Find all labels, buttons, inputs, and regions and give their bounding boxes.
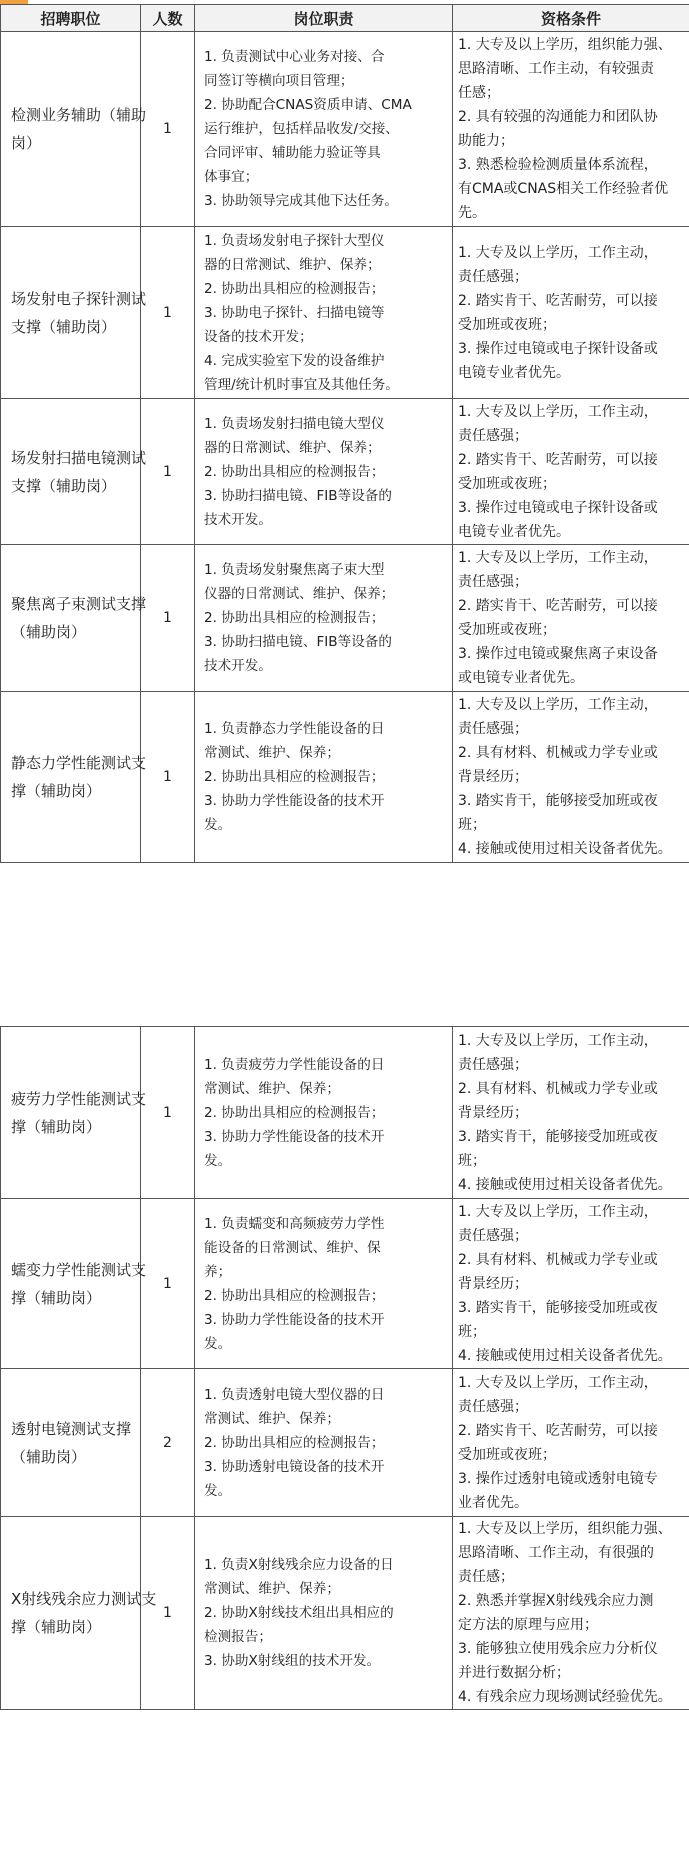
- text-line: 撑（辅助岗）: [11, 1618, 102, 1636]
- text-line: 发。: [204, 817, 232, 833]
- text-line: 撑（辅助岗）: [11, 1288, 102, 1307]
- text-line: 4. 完成实验室下发的设备维护: [204, 352, 385, 369]
- position-cell: [1, 32, 147, 227]
- text-line: 受加班或夜班；: [458, 316, 556, 333]
- text-line: 责任感；: [458, 1569, 514, 1585]
- text-line: 1. 大专及以上学历，工作主动，: [458, 1374, 658, 1391]
- header-position: 招聘职位: [1, 5, 141, 32]
- text-line: 2. 协助配合CNAS资质申请、CMA: [204, 97, 412, 113]
- text-line: 发。: [204, 1482, 232, 1499]
- text-line: 1. 大专及以上学历，工作主动，: [458, 244, 658, 261]
- recruitment-table-part-1: [0, 4, 689, 863]
- text-line: 背景经历；: [458, 1275, 528, 1292]
- text-line: 3. 协助扫描电镜、FIB等设备的: [204, 634, 392, 650]
- table-row: [1, 32, 689, 227]
- position-cell: [1, 399, 147, 545]
- text-line: 2. 踏实肯干、吃苦耐劳，可以接: [458, 451, 658, 468]
- text-line: 检测业务辅助（辅助: [11, 106, 147, 124]
- text-line: 2. 具有材料、机械或力学专业或: [458, 745, 658, 761]
- text-line: 1. 负责X射线残余应力设备的日: [204, 1557, 394, 1573]
- text-line: 3. 操作过电镜或聚焦离子束设备: [458, 646, 658, 662]
- text-line: 器的日常测试、维护、保养；: [204, 439, 381, 456]
- text-line: 2. 熟悉并掌握X射线残余应力测: [458, 1593, 654, 1609]
- text-line: 2. 协助出具相应的检测报告；: [204, 1287, 385, 1304]
- text-line: 2. 协助出具相应的检测报告；: [204, 280, 385, 297]
- text-line: 3. 操作过电镜或电子探针设备或: [458, 340, 658, 357]
- text-line: 1. 大专及以上学历，组织能力强、: [458, 37, 672, 53]
- text-line: 电镜专业者优先。: [458, 364, 570, 381]
- text-line: 撑（辅助岗）: [11, 1117, 102, 1136]
- duty-cell: [195, 1517, 453, 1710]
- text-line: 3. 协助透射电镜设备的技术开: [204, 1458, 385, 1475]
- text-line: 电镜专业者优先。: [458, 523, 570, 540]
- text-line: 运行维护，包括样品收发/交接、: [204, 121, 399, 137]
- text-line: 能设备的日常测试、维护、保: [204, 1239, 381, 1256]
- text-line: 并进行数据分析；: [458, 1665, 570, 1681]
- table-row: [1, 692, 689, 863]
- duty-cell: [195, 32, 453, 227]
- text-line: 体事宜；: [204, 169, 259, 185]
- count-cell: 1: [141, 692, 195, 863]
- text-line: 1. 负责测试中心业务对接、合: [204, 49, 385, 65]
- text-line: 蠕变力学性能测试支: [11, 1260, 147, 1279]
- text-line: （辅助岗）: [11, 623, 87, 641]
- count-cell: 1: [141, 399, 195, 545]
- count-cell: 2: [141, 1369, 195, 1517]
- text-line: 3. 踏实肯干，能够接受加班或夜: [458, 793, 658, 809]
- qual-cell: [453, 399, 689, 545]
- table-row: [1, 1199, 689, 1369]
- count-cell: 1: [141, 545, 195, 692]
- text-line: 常测试、维护、保养；: [204, 1080, 340, 1097]
- count-cell: 1: [141, 1199, 195, 1369]
- text-line: 4. 有残余应力现场测试经验优先。: [458, 1689, 672, 1705]
- text-line: 4. 接触或使用过相关设备者优先。: [458, 1347, 672, 1364]
- duty-cell: [195, 1027, 453, 1199]
- text-line: 班；: [458, 817, 486, 833]
- text-line: 1. 负责静态力学性能设备的日: [204, 721, 385, 737]
- text-line: 3. 协助电子探针、扫描电镜等: [204, 304, 385, 321]
- duty-cell: [195, 1199, 453, 1369]
- text-line: （辅助岗）: [11, 1447, 87, 1466]
- text-line: 3. 协助力学性能设备的技术开: [204, 1128, 385, 1145]
- qual-cell: [453, 1027, 689, 1199]
- text-line: 有CMA或CNAS相关工作经验者优: [458, 181, 669, 197]
- header-duty: 岗位职责: [195, 5, 453, 32]
- text-line: 仪器的日常测试、维护、保养；: [204, 586, 395, 602]
- text-line: 2. 踏实肯干、吃苦耐劳，可以接: [458, 1422, 658, 1439]
- text-line: 受加班或夜班；: [458, 475, 556, 492]
- text-line: 1. 大专及以上学历，工作主动，: [458, 550, 658, 566]
- text-line: 1. 大专及以上学历，工作主动，: [458, 1203, 658, 1220]
- text-line: 1. 大专及以上学历，工作主动，: [458, 697, 658, 713]
- text-line: 常测试、维护、保养；: [204, 745, 340, 761]
- table-row: [1, 1369, 689, 1517]
- text-line: 场发射扫描电镜测试: [11, 448, 147, 467]
- text-line: 3. 协助X射线组的技术开发。: [204, 1653, 381, 1669]
- text-line: 责任感强；: [458, 427, 528, 444]
- text-line: 3. 协助力学性能设备的技术开: [204, 1311, 385, 1328]
- position-cell: [1, 545, 147, 692]
- text-line: 1. 大专及以上学历，组织能力强、: [458, 1521, 672, 1537]
- text-line: 2. 协助出具相应的检测报告；: [204, 463, 385, 480]
- text-line: 受加班或夜班；: [458, 622, 556, 638]
- text-line: 撑（辅助岗）: [11, 782, 102, 800]
- text-line: 管理/统计机时事宜及其他任务。: [204, 376, 399, 393]
- text-line: 同签订等横向项目管理；: [204, 73, 354, 89]
- text-line: 或电镜专业者优先。: [458, 670, 584, 686]
- recruitment-table-part-2: [0, 1026, 689, 1710]
- text-line: 合同评审、辅助能力验证等具: [204, 145, 381, 161]
- duty-cell: [195, 1369, 453, 1517]
- duty-cell: [195, 692, 453, 863]
- qual-cell: [453, 692, 689, 863]
- text-line: 责任感强；: [458, 721, 528, 737]
- text-line: 2. 具有较强的沟通能力和团队协: [458, 109, 658, 125]
- text-line: 常测试、维护、保养；: [204, 1410, 340, 1427]
- text-line: 助能力；: [458, 133, 514, 149]
- text-line: 1. 大专及以上学历，工作主动，: [458, 1032, 658, 1049]
- table-header-row: [1, 5, 689, 32]
- text-line: 2. 具有材料、机械或力学专业或: [458, 1251, 658, 1268]
- qual-cell: [453, 1199, 689, 1369]
- text-line: 2. 协助出具相应的检测报告；: [204, 769, 385, 785]
- text-line: 2. 协助出具相应的检测报告；: [204, 1434, 385, 1451]
- text-line: 聚焦离子束测试支撑: [11, 595, 147, 613]
- text-line: 思路清晰、工作主动，有很强的: [458, 1545, 654, 1561]
- text-line: 2. 具有材料、机械或力学专业或: [458, 1080, 658, 1097]
- text-line: 3. 操作过电镜或电子探针设备或: [458, 499, 658, 516]
- text-line: 任感；: [458, 85, 500, 101]
- text-line: 责任感强；: [458, 1227, 528, 1244]
- text-line: 1. 负责场发射聚焦离子束大型: [204, 562, 385, 578]
- text-line: 1. 大专及以上学历，工作主动，: [458, 403, 658, 420]
- text-line: 2. 协助X射线技术组出具相应的: [204, 1605, 394, 1621]
- text-line: 3. 踏实肯干，能够接受加班或夜: [458, 1299, 658, 1316]
- text-line: 支撑（辅助岗）: [11, 317, 117, 336]
- text-line: 先。: [458, 205, 486, 221]
- duty-cell: [195, 545, 453, 692]
- text-line: 器的日常测试、维护、保养；: [204, 256, 381, 273]
- duty-cell: [195, 399, 453, 545]
- text-line: 1. 负责场发射扫描电镜大型仪: [204, 415, 385, 432]
- text-line: 2. 协助出具相应的检测报告；: [204, 1104, 385, 1121]
- text-line: 责任感强；: [458, 268, 528, 285]
- text-line: 疲劳力学性能测试支: [11, 1089, 147, 1108]
- text-line: 业者优先。: [458, 1494, 528, 1511]
- count-cell: 1: [141, 1027, 195, 1199]
- text-line: 发。: [204, 1152, 232, 1169]
- count-cell: 1: [141, 32, 195, 227]
- text-line: 思路清晰、工作主动，有较强责: [458, 61, 654, 77]
- text-line: 技术开发。: [204, 658, 272, 674]
- text-line: 责任感强；: [458, 1398, 528, 1415]
- count-cell: 1: [141, 1517, 195, 1710]
- text-line: 3. 熟悉检验检测质量体系流程，: [458, 157, 658, 173]
- text-line: 责任感强；: [458, 1056, 528, 1073]
- text-line: 3. 协助领导完成其他下达任务。: [204, 193, 399, 209]
- page-gap: [0, 1012, 689, 1026]
- table-row: [1, 545, 689, 692]
- text-line: 班；: [458, 1323, 486, 1340]
- text-line: 养；: [204, 1263, 232, 1280]
- text-line: 场发射电子探针测试: [11, 289, 147, 308]
- text-line: 4. 接触或使用过相关设备者优先。: [458, 1176, 672, 1193]
- header-qual: 资格条件: [453, 5, 689, 32]
- text-line: 2. 踏实肯干、吃苦耐劳，可以接: [458, 292, 658, 309]
- position-cell: [1, 1199, 147, 1369]
- qual-cell: [453, 1369, 689, 1517]
- text-line: 4. 接触或使用过相关设备者优先。: [458, 841, 672, 857]
- text-line: 静态力学性能测试支: [11, 754, 147, 772]
- qual-cell: [453, 32, 689, 227]
- text-line: 支撑（辅助岗）: [11, 476, 117, 495]
- position-cell: [1, 1027, 147, 1199]
- text-line: 发。: [204, 1335, 232, 1352]
- text-line: 透射电镜测试支撑: [11, 1419, 132, 1438]
- table-row: [1, 1517, 689, 1710]
- text-line: 3. 操作过透射电镜或透射电镜专: [458, 1470, 658, 1487]
- text-line: 1. 负责透射电镜大型仪器的日: [204, 1386, 385, 1403]
- qual-cell: [453, 227, 689, 399]
- text-line: 定方法的原理与应用；: [458, 1617, 598, 1633]
- position-cell: [1, 1369, 141, 1517]
- text-line: 2. 协助出具相应的检测报告；: [204, 610, 385, 626]
- text-line: 责任感强；: [458, 574, 528, 590]
- text-line: 技术开发。: [204, 511, 272, 528]
- table-row: [1, 1027, 689, 1199]
- text-line: 受加班或夜班；: [458, 1446, 556, 1463]
- text-line: 设备的技术开发；: [204, 328, 313, 345]
- qual-cell: [453, 545, 689, 692]
- header-count: 人数: [141, 5, 195, 32]
- text-line: 3. 能够独立使用残余应力分析仪: [458, 1641, 658, 1657]
- duty-cell: [195, 227, 453, 399]
- text-line: 1. 负责蠕变和高频疲劳力学性: [204, 1215, 385, 1232]
- text-line: 3. 协助扫描电镜、FIB等设备的: [204, 487, 392, 504]
- text-line: 背景经历；: [458, 769, 528, 785]
- position-cell: [1, 692, 147, 863]
- table-row: [1, 399, 689, 545]
- qual-cell: [453, 1517, 689, 1710]
- text-line: 1. 负责疲劳力学性能设备的日: [204, 1056, 385, 1073]
- text-line: 检测报告；: [204, 1629, 272, 1645]
- text-line: 常测试、维护、保养；: [204, 1581, 340, 1597]
- text-line: 岗）: [11, 134, 42, 152]
- text-line: 背景经历；: [458, 1104, 528, 1121]
- position-cell: [1, 227, 147, 399]
- count-cell: 1: [141, 227, 195, 399]
- text-line: X射线残余应力测试支: [11, 1590, 157, 1608]
- table-row: [1, 227, 689, 399]
- text-line: 3. 踏实肯干，能够接受加班或夜: [458, 1128, 658, 1145]
- position-cell: [1, 1517, 157, 1710]
- text-line: 3. 协助力学性能设备的技术开: [204, 793, 385, 809]
- text-line: 班；: [458, 1152, 486, 1169]
- text-line: 1. 负责场发射电子探针大型仪: [204, 232, 385, 249]
- text-line: 2. 踏实肯干、吃苦耐劳，可以接: [458, 598, 658, 614]
